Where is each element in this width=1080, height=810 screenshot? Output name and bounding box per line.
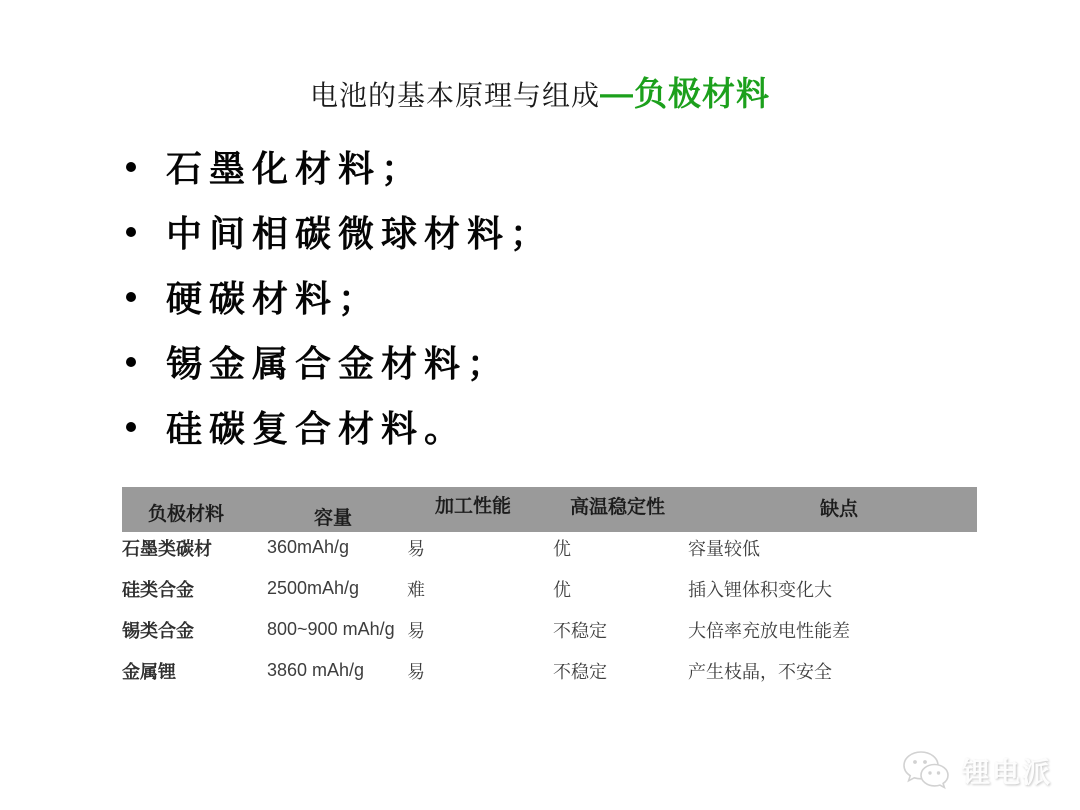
list-item [126, 329, 553, 394]
bullet-icon [126, 422, 136, 432]
table-cell: 锡类合金 [122, 620, 194, 641]
column-header: 缺点 [820, 499, 859, 520]
column-header: 高温稳定性 [570, 497, 666, 518]
table-cell: 360mAh/g [267, 537, 350, 557]
table-header-row [122, 487, 977, 532]
bullet-text: 石墨化材料； [166, 148, 425, 190]
list-item [126, 134, 553, 199]
table-cell: 石墨类碳材 [122, 538, 212, 559]
table-cell: 800~900 mAh/g [267, 619, 395, 639]
list-item [126, 199, 553, 264]
table-cell: 硅类合金 [122, 579, 194, 600]
title-prefix-text: 电池的基本原理与组成 [309, 81, 600, 112]
column-header: 容量 [314, 508, 353, 529]
bullet-text: 锡金属合金材料； [166, 343, 511, 385]
table-body [122, 527, 977, 691]
list-item [126, 264, 553, 329]
table-row [122, 609, 977, 650]
bullet-icon [126, 357, 136, 367]
table-cell: 易 [407, 661, 425, 682]
table-cell: 3860 mAh/g [267, 660, 365, 680]
bullet-text: 硅碳复合材料。 [166, 408, 468, 450]
table-cell: 插入锂体积变化大 [688, 579, 832, 600]
table-row [122, 650, 977, 691]
title-highlight-text: —负极材料 [600, 75, 770, 112]
table-cell: 优 [553, 579, 571, 600]
brand-watermark [900, 748, 1052, 794]
table-cell: 产生枝晶，不安全 [688, 661, 832, 682]
table-cell: 不稳定 [553, 661, 607, 682]
anode-materials-table [122, 487, 977, 682]
table-cell: 不稳定 [553, 620, 607, 641]
table-row [122, 568, 977, 609]
bullet-text: 硬碳材料； [166, 278, 382, 320]
table-cell: 易 [407, 538, 425, 559]
bullet-list [126, 134, 553, 459]
bullet-icon [126, 292, 136, 302]
column-header: 加工性能 [435, 496, 512, 517]
list-item [126, 394, 553, 459]
column-header: 负极材料 [148, 504, 225, 525]
page-title [0, 68, 1080, 115]
table-cell: 优 [553, 538, 571, 559]
table-cell: 难 [407, 579, 425, 600]
wechat-chat-bubbles-icon [900, 748, 952, 794]
bullet-icon [126, 227, 136, 237]
bullet-icon [126, 162, 136, 172]
table-cell: 容量较低 [688, 538, 760, 559]
table-cell: 2500mAh/g [267, 578, 360, 598]
table-cell: 金属锂 [122, 661, 176, 682]
table-row [122, 527, 977, 568]
table-cell: 大倍率充放电性能差 [688, 620, 850, 641]
bullet-text: 中间相碳微球材料； [166, 213, 554, 255]
watermark-text: 锂电派 [961, 757, 1052, 788]
table-cell: 易 [407, 620, 425, 641]
